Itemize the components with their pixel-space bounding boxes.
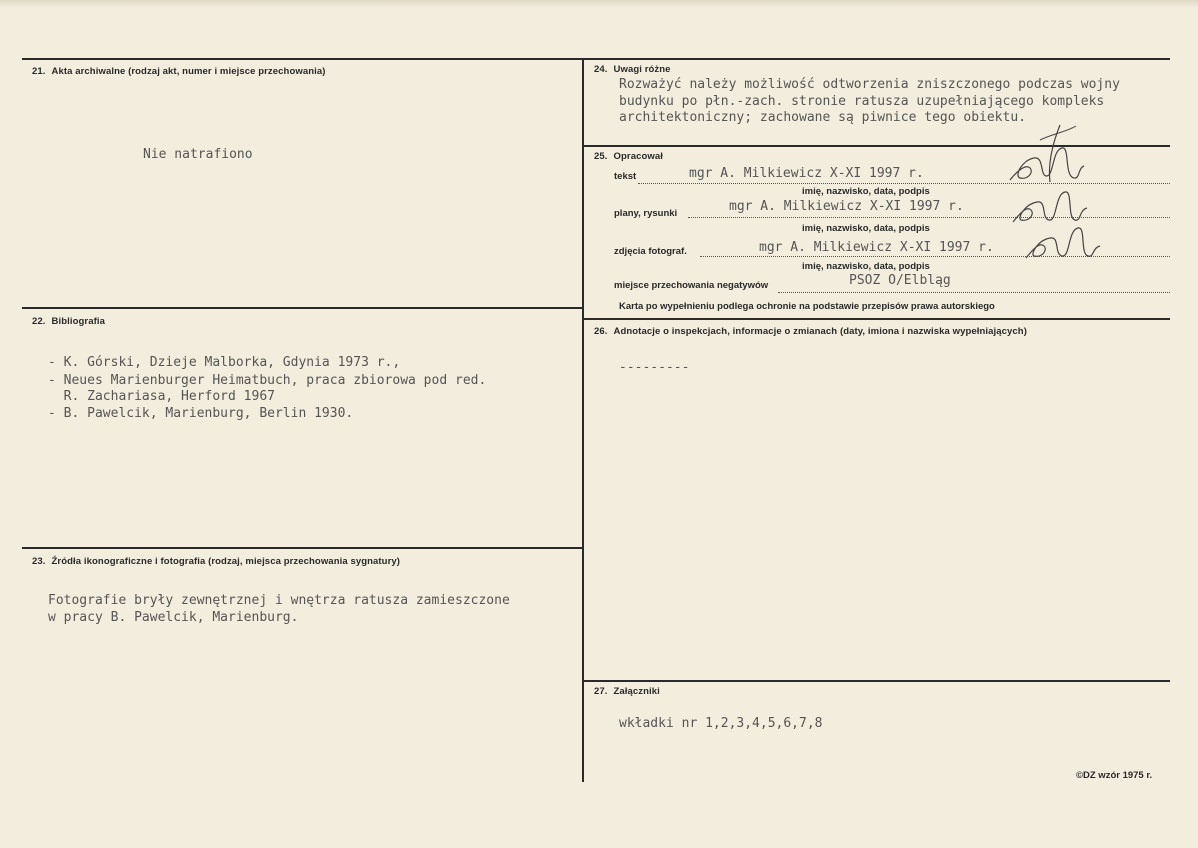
signature-zdjecia xyxy=(1020,218,1110,268)
section-21-text: Nie natrafiono xyxy=(143,147,253,162)
rule-25-26 xyxy=(584,318,1170,320)
copyright-note: Karta po wypełnieniu podlega ochronie na podstawie przepisów prawa autorskiego xyxy=(619,301,995,312)
plany-value: mgr A. Milkiewicz X-XI 1997 r. xyxy=(729,199,964,214)
plany-label: plany, rysunki xyxy=(614,208,678,219)
section-21-title: Akta archiwalne (rodzaj akt, numer i miejsce przechowania) xyxy=(51,66,326,77)
section-27-header xyxy=(594,686,660,697)
negatives-value: PSOZ O/Elbląg xyxy=(849,273,951,288)
section-25-title: Opracował xyxy=(613,151,663,162)
section-24-line: architektoniczny; zachowane są piwnice tego obiektu. xyxy=(619,110,1026,125)
section-26-header xyxy=(594,326,1027,337)
rule-26-27 xyxy=(584,680,1170,682)
bibliography-item: R. Zachariasa, Herford 1967 xyxy=(48,389,275,404)
section-22-title: Bibliografia xyxy=(51,316,105,327)
section-22-header xyxy=(32,316,105,327)
section-27-number: 27. xyxy=(594,686,608,697)
tekst-value: mgr A. Milkiewicz X-XI 1997 r. xyxy=(689,166,924,181)
section-26-number: 26. xyxy=(594,326,608,337)
zdjecia-value: mgr A. Milkiewicz X-XI 1997 r. xyxy=(759,240,994,255)
tekst-label: tekst xyxy=(614,171,637,182)
section-24-line: Rozważyć należy możliwość odtworzenia zniszczonego podczas wojny xyxy=(619,77,1120,92)
section-23-title: Źródła ikonograficzne i fotografia (rodzaj, miejsca przechowania sygnatury) xyxy=(51,556,401,567)
section-27-text: wkładki nr 1,2,3,4,5,6,7,8 xyxy=(619,716,823,731)
section-21-number: 21. xyxy=(32,66,46,77)
section-25-header xyxy=(594,151,663,162)
section-23-line: Fotografie bryły zewnętrznej i wnętrza ratusza zamieszczone xyxy=(48,593,510,608)
paper-edge-shadow xyxy=(0,0,1198,8)
section-24-line: budynku po płn.-zach. stronie ratusza uzupełniającego kompleks xyxy=(619,94,1105,109)
section-25-number: 25. xyxy=(594,151,608,162)
bibliography-item: - Neues Marienburger Heimatbuch, praca zbiorowa pod red. xyxy=(48,373,487,388)
section-22-number: 22. xyxy=(32,316,46,327)
section-26-title: Adnotacje o inspekcjach, informacje o zmianach (daty, imiona i nazwiska wypełniających) xyxy=(613,326,1027,337)
zdjecia-caption: imię, nazwisko, data, podpis xyxy=(802,261,930,272)
section-24-header xyxy=(594,64,671,75)
section-26-text: --------- xyxy=(619,360,690,375)
center-divider xyxy=(582,58,584,782)
bibliography-item: - K. Górski, Dzieje Malborka, Gdynia 1973 r., xyxy=(48,355,401,370)
zdjecia-label: zdjęcia fotograf. xyxy=(614,246,687,257)
form-footer: ©DZ wzór 1975 r. xyxy=(1076,770,1153,781)
section-27-title: Załączniki xyxy=(613,686,660,697)
rule-22-23 xyxy=(22,547,582,549)
plany-caption: imię, nazwisko, data, podpis xyxy=(802,223,930,234)
section-21-header xyxy=(32,66,326,77)
negatives-label: miejsce przechowania negatywów xyxy=(614,280,769,291)
negatives-dotted-line xyxy=(778,292,1170,293)
tekst-caption: imię, nazwisko, data, podpis xyxy=(802,186,930,197)
section-23-number: 23. xyxy=(32,556,46,567)
section-24-title: Uwagi różne xyxy=(613,64,671,75)
rule-21-22 xyxy=(22,307,582,309)
bibliography-item: - B. Pawelcik, Marienburg, Berlin 1930. xyxy=(48,406,354,421)
top-rule xyxy=(22,58,1170,60)
section-23-line: w pracy B. Pawelcik, Marienburg. xyxy=(48,610,299,625)
section-24-number: 24. xyxy=(594,64,608,75)
section-23-header xyxy=(32,556,400,567)
